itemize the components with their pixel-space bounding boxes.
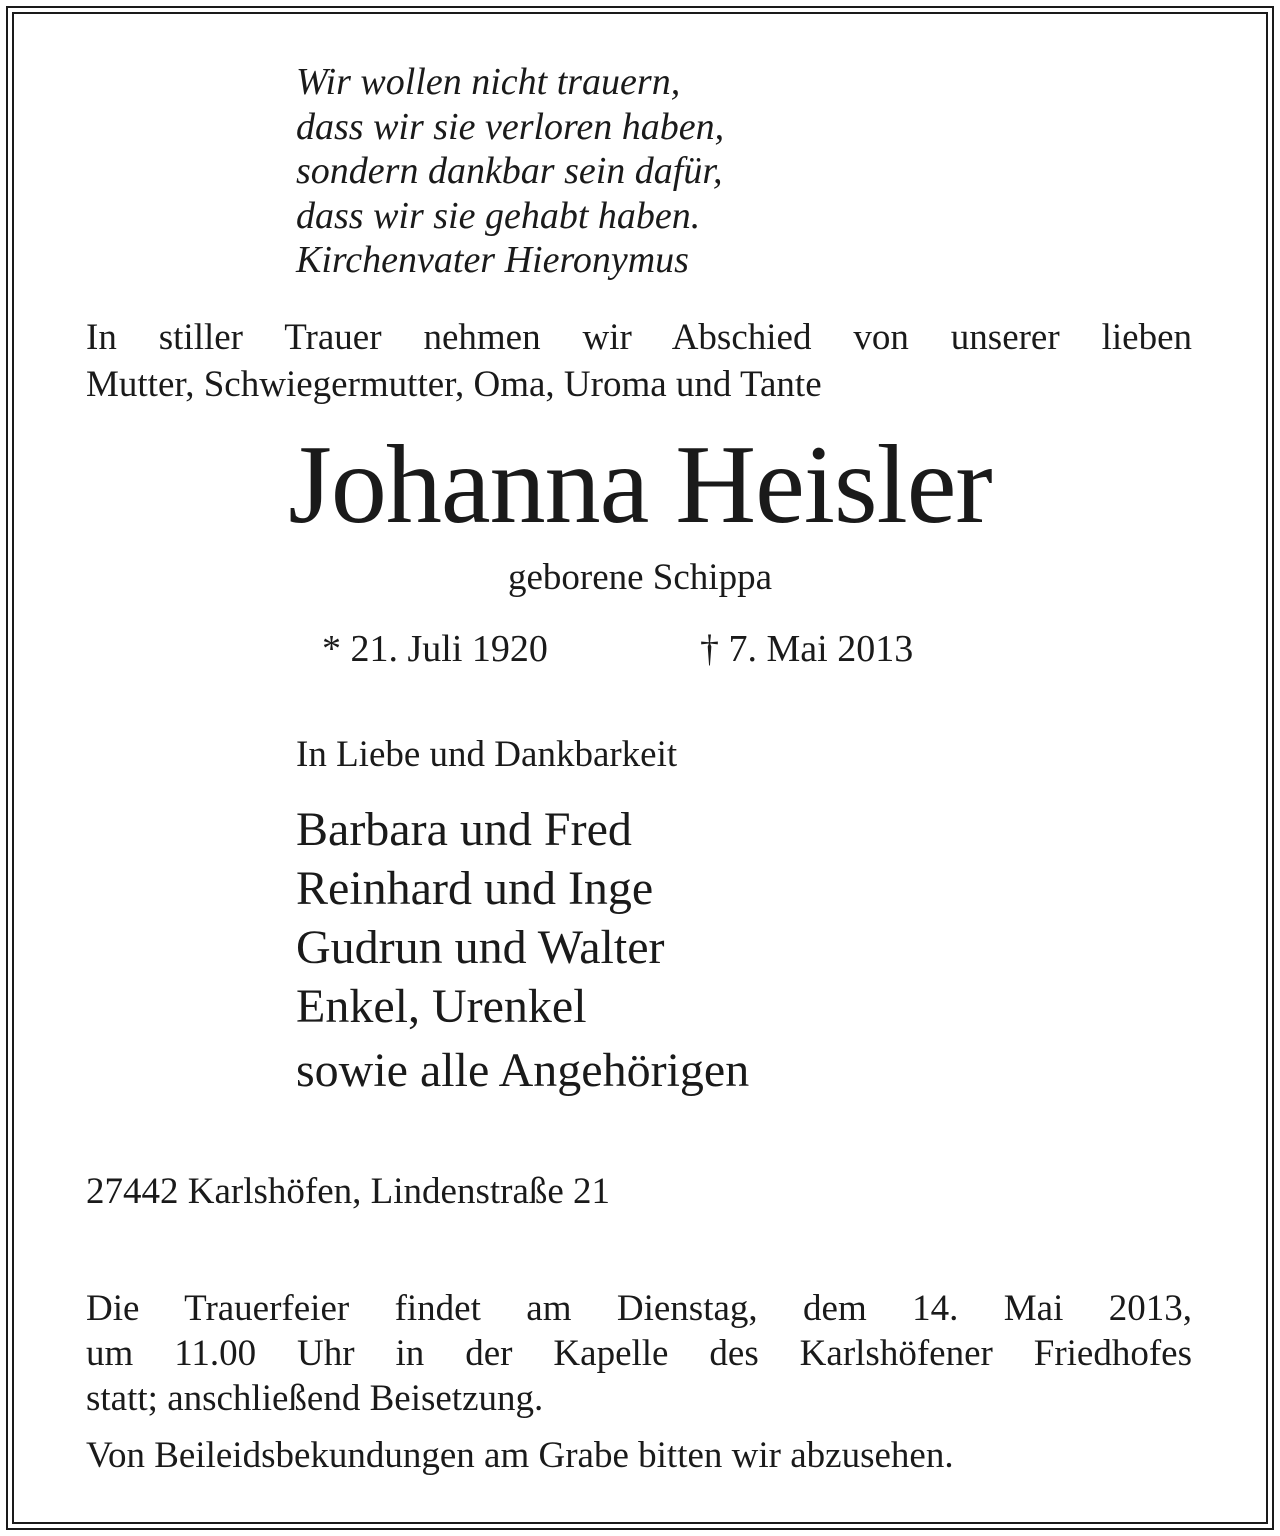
- mourners-heading: In Liebe und Dankbarkeit: [296, 734, 678, 775]
- quote-line: sondern dankbar sein dafür,: [296, 150, 723, 192]
- intro-line: Mutter, Schwiegermutter, Oma, Uroma und Tante: [86, 364, 822, 405]
- maiden-name: geborene Schippa: [507, 557, 773, 598]
- deceased-name: Johanna Heisler: [288, 423, 992, 547]
- death-date: † 7. Mai 2013: [700, 628, 914, 670]
- ceremony-line: um 11.00 Uhr in der Kapelle des Karlshöfener Friedhofes: [86, 1333, 1192, 1374]
- mourner-name: Gudrun und Walter: [296, 921, 665, 974]
- quote-attribution: Kirchenvater Hieronymus: [296, 239, 689, 281]
- closing-note: Von Beileidsbekundungen am Grabe bitten wir abzusehen.: [86, 1435, 954, 1476]
- address: 27442 Karlshöfen, Lindenstraße 21: [86, 1171, 611, 1212]
- ceremony-info: [86, 1286, 1192, 1421]
- epigraph-quote: [296, 60, 724, 283]
- ceremony-line: statt; anschließend Beisetzung.: [86, 1378, 544, 1419]
- quote-line: dass wir sie verloren haben,: [296, 105, 725, 148]
- intro-text: [86, 314, 1192, 408]
- mourner-name: Reinhard und Inge: [296, 862, 654, 915]
- quote-line: dass wir sie gehabt haben.: [296, 194, 701, 237]
- mourners-list: [296, 800, 749, 1100]
- mourner-name: Barbara und Fred: [296, 803, 632, 856]
- quote-line: Wir wollen nicht trauern,: [296, 61, 681, 103]
- birth-date: * 21. Juli 1920: [322, 628, 548, 670]
- ceremony-line: Die Trauerfeier findet am Dienstag, dem 14. Mai 2013,: [86, 1288, 1192, 1329]
- mourner-name: Enkel, Urenkel: [296, 980, 587, 1033]
- mourner-name: sowie alle Angehörigen: [296, 1044, 750, 1097]
- intro-line: In stiller Trauer nehmen wir Abschied von unserer lieben: [86, 317, 1192, 358]
